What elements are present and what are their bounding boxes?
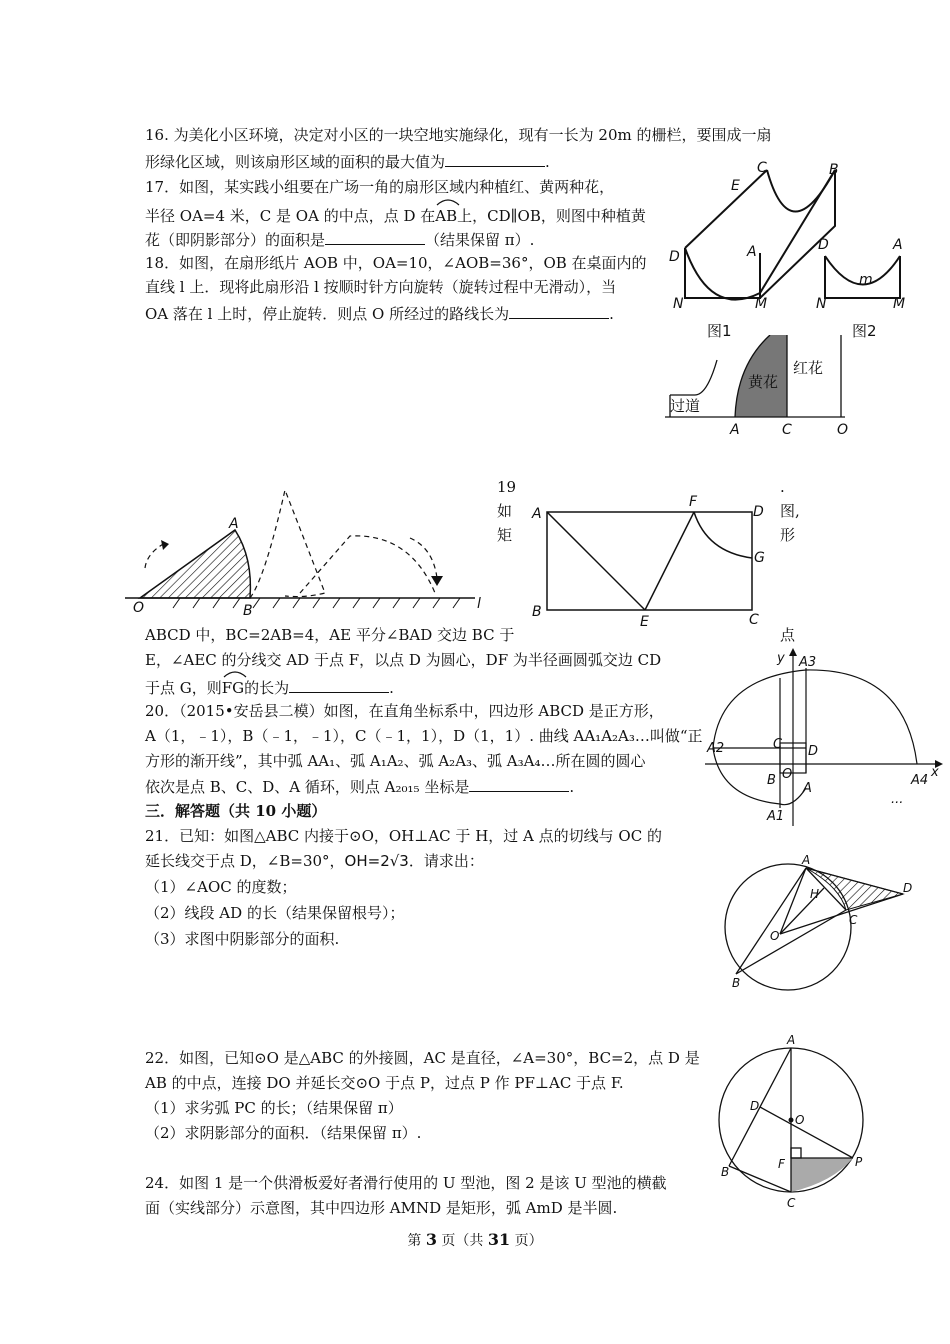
q21-part3: （3）求图中阴影部分的面积. bbox=[145, 930, 340, 948]
spiral-label-c: C bbox=[773, 737, 783, 752]
u-label-d2: D bbox=[818, 237, 829, 253]
q21-label-a: A bbox=[802, 853, 811, 867]
spiral-label-a2: A2 bbox=[707, 741, 725, 756]
rect-label-e: E bbox=[640, 614, 649, 630]
q19-line1-right: 点 bbox=[780, 626, 796, 644]
flower-yellow-label: 黄花 bbox=[748, 373, 779, 391]
rotate-label-a: A bbox=[229, 516, 239, 532]
q16-line1: 16. 为美化小区环境，决定对小区的一块空地实施绿化，现有一长为 20m 的栅栏，要围成一扇 bbox=[145, 126, 772, 144]
q21-label-o: O bbox=[770, 929, 780, 943]
u-label-e: E bbox=[731, 178, 740, 194]
q19-arc-fg bbox=[222, 674, 244, 699]
q21-label-h: H bbox=[810, 887, 820, 901]
q19-text-b: 的长为 bbox=[244, 679, 290, 697]
figure-circle-diameter-ac bbox=[715, 1032, 870, 1216]
q21-line1: 21．已知：如图△ABC 内接于⊙O，OH⊥AC 于 H，过 A 点的切线与 OC 的 bbox=[145, 827, 662, 845]
u-label-b: B bbox=[829, 162, 839, 178]
q19-word-tu: 图, bbox=[780, 502, 800, 520]
q19-end: . bbox=[389, 679, 394, 697]
q19-num: 19 bbox=[497, 478, 517, 496]
u-caption-2: 图2 bbox=[852, 322, 877, 338]
flower-label-o: O bbox=[837, 422, 849, 438]
q18-text: OA 落在 l 上时，停止旋转．则点 O 所经过的路线长为 bbox=[145, 305, 510, 323]
q22-label-c: C bbox=[787, 1196, 796, 1210]
rotate-label-o: O bbox=[133, 600, 145, 616]
u-label-m: M bbox=[755, 296, 768, 312]
q19-line2: E，∠AEC 的分线交 AD 于点 F，以点 D 为圆心，DF 为半径画圆弧交边 CD bbox=[145, 651, 662, 669]
q19-text-a: 于点 G，则 bbox=[145, 679, 222, 697]
section-3-heading: 三．解答题（共 10 小题） bbox=[145, 802, 327, 820]
flower-path-label: 过道 bbox=[670, 397, 701, 415]
q21-label-b: B bbox=[732, 976, 741, 990]
figure-rotating-sector bbox=[125, 488, 495, 622]
q17-text-b: 上，CD∥OB，则图中种植黄 bbox=[457, 207, 646, 225]
u-label-n2: N bbox=[816, 296, 827, 312]
arc-mark-icon bbox=[435, 196, 461, 206]
q19-line3 bbox=[145, 674, 394, 699]
q21-label-d: D bbox=[903, 881, 913, 895]
footer-pre: 第 bbox=[407, 1233, 426, 1249]
q21-formula: OH=2√3 bbox=[344, 852, 409, 870]
footer-total-pages: 31 bbox=[487, 1230, 511, 1249]
footer-mid: 页（共 bbox=[436, 1233, 488, 1249]
q20-line1: 20．（2015•安岳县二模）如图，在直角坐标系中，四边形 ABCD 是正方形， bbox=[145, 702, 664, 720]
figure-rectangle-abcd bbox=[527, 490, 772, 634]
q21-text-a: 延长线交于点 D，∠B=30°， bbox=[145, 852, 345, 870]
rect-label-a: A bbox=[532, 506, 542, 522]
q24-line1: 24．如图 1 是一个供滑板爱好者滑行使用的 U 型池，图 2 是该 U 型池的横截 bbox=[145, 1174, 667, 1192]
rect-label-b: B bbox=[532, 604, 542, 620]
u-label-c: C bbox=[757, 160, 767, 176]
q18-answer-blank bbox=[509, 302, 609, 319]
u-caption-1: 图1 bbox=[707, 322, 732, 338]
q22-label-f: F bbox=[778, 1157, 785, 1171]
figure-flower-sector bbox=[665, 335, 865, 444]
spiral-dots: ... bbox=[891, 792, 904, 807]
q18-line2: 直线 l 上．现将此扇形沿 l 按顺时针方向旋转（旋转过程中无滑动），当 bbox=[145, 278, 617, 296]
q19-word-ru: 如 bbox=[497, 502, 513, 520]
q16-end: . bbox=[545, 153, 550, 171]
q19-word-ju: 矩 bbox=[497, 526, 513, 544]
q22-label-p: P bbox=[855, 1155, 863, 1169]
q17-text-c: 花（即阴影部分）的面积是 bbox=[145, 231, 326, 249]
q17-arc-ab bbox=[435, 202, 457, 227]
q22-label-a: A bbox=[787, 1033, 796, 1047]
rect-label-g: G bbox=[754, 550, 765, 566]
q22-part1: （1）求劣弧 PC 的长；（结果保留 π） bbox=[145, 1099, 403, 1117]
q19-answer-blank bbox=[289, 676, 389, 693]
q19-dot: . bbox=[780, 478, 785, 496]
q17-line3 bbox=[145, 228, 534, 251]
rotate-label-b: B bbox=[243, 603, 253, 618]
q20-text: 依次是点 B、C、D、A 循环，则点 A₂₀₁₅ 坐标是 bbox=[145, 778, 470, 796]
u-label-n: N bbox=[673, 296, 684, 312]
q20-answer-blank bbox=[469, 775, 569, 792]
flower-red-label: 红花 bbox=[793, 359, 824, 377]
q18-line1: 18．如图，在扇形纸片 AOB 中，OA=10，∠AOB=36°，OB 在桌面内的 bbox=[145, 254, 647, 272]
q19-word-xing: 形 bbox=[780, 526, 796, 544]
q16-text: 形绿化区域，则该扇形区域的面积的最大值为 bbox=[145, 153, 446, 171]
q20-end: . bbox=[569, 778, 575, 796]
q21-part2: （2）线段 AD 的长（结果保留根号）； bbox=[145, 904, 405, 922]
q19-line1: ABCD 中，BC=2AB=4，AE 平分∠BAD 交边 BC 于 bbox=[145, 626, 515, 644]
q22-part2: （2）求阴影部分的面积．（结果保留 π）. bbox=[145, 1124, 422, 1142]
u-label-m-small: m bbox=[859, 272, 873, 288]
spiral-label-x: x bbox=[931, 765, 939, 780]
spiral-label-a4: A4 bbox=[911, 773, 929, 788]
q21-label-c: C bbox=[849, 913, 858, 927]
spiral-label-y: y bbox=[777, 651, 785, 666]
q18-line3 bbox=[145, 302, 614, 325]
spiral-label-b: B bbox=[767, 773, 776, 788]
q16-answer-blank bbox=[445, 150, 545, 167]
q17-arc-label: AB bbox=[435, 207, 458, 225]
q20-line3: 方形的渐开线”，其中弧 AA₁、弧 A₁A₂、弧 A₂A₃、弧 A₃A₄…所在圆的圆心 bbox=[145, 752, 646, 770]
rotate-label-l: l bbox=[477, 596, 481, 612]
q21-text-b: ．请求出： bbox=[408, 852, 484, 870]
flower-label-c: C bbox=[782, 422, 792, 438]
spiral-label-a: A bbox=[803, 781, 812, 796]
u-label-a2: A bbox=[893, 237, 903, 253]
q22-line2: AB 的中点，连接 DO 并延长交⊙O 于点 P，过点 P 作 PF⊥AC 于点 F. bbox=[145, 1074, 624, 1092]
q21-part1: （1）∠AOC 的度数； bbox=[145, 878, 297, 896]
q17-answer-blank bbox=[325, 228, 425, 245]
spiral-label-o: O bbox=[782, 767, 793, 782]
spiral-label-a3: A3 bbox=[799, 655, 817, 670]
u-label-a: A bbox=[747, 244, 757, 260]
figure-circle-abc-tangent bbox=[718, 852, 918, 1001]
footer-page-number: 3 bbox=[425, 1230, 437, 1249]
q22-label-d: D bbox=[750, 1099, 760, 1113]
figure-u-pool bbox=[665, 158, 915, 342]
rect-label-f: F bbox=[689, 494, 698, 510]
q20-line4 bbox=[145, 775, 574, 798]
q20-line2: A（1，﹣1），B（﹣1，﹣1），C（﹣1，1），D（1，1）. 曲线 AA₁A₂A₃…叫做“正 bbox=[145, 727, 703, 745]
q18-end: . bbox=[609, 305, 614, 323]
page-footer bbox=[0, 1230, 950, 1250]
q22-line1: 22．如图，已知⊙O 是△ABC 的外接圆，AC 是直径，∠A=30°，BC=2，点 D 是 bbox=[145, 1049, 700, 1067]
rect-label-d: D bbox=[753, 504, 764, 520]
q24-line2: 面（实线部分）示意图，其中四边形 AMND 是矩形，弧 AmD 是半圆. bbox=[145, 1199, 618, 1217]
u-label-d: D bbox=[669, 249, 680, 265]
u-label-m2: M bbox=[893, 296, 906, 312]
q17-line1: 17．如图，某实践小组要在广场一角的扇形区域内种植红、黄两种花， bbox=[145, 178, 615, 196]
flower-label-a: A bbox=[730, 422, 740, 438]
q21-line2 bbox=[145, 850, 484, 872]
q17-line2 bbox=[145, 202, 646, 227]
q22-label-b: B bbox=[721, 1165, 730, 1179]
q17-text-a: 半径 OA=4 米，C 是 OA 的中点，点 D 在 bbox=[145, 207, 436, 225]
q22-label-o: O bbox=[795, 1113, 805, 1127]
q17-text-d: （结果保留 π）. bbox=[425, 231, 535, 249]
footer-post: 页） bbox=[510, 1233, 543, 1249]
rect-label-c: C bbox=[749, 612, 759, 628]
spiral-label-a1: A1 bbox=[767, 809, 785, 824]
figure-square-involute bbox=[705, 648, 945, 832]
q19-arc-label: FG bbox=[221, 679, 245, 697]
spiral-label-d: D bbox=[808, 744, 819, 759]
q16-line2 bbox=[145, 150, 550, 173]
arc-mark-icon bbox=[222, 668, 248, 678]
